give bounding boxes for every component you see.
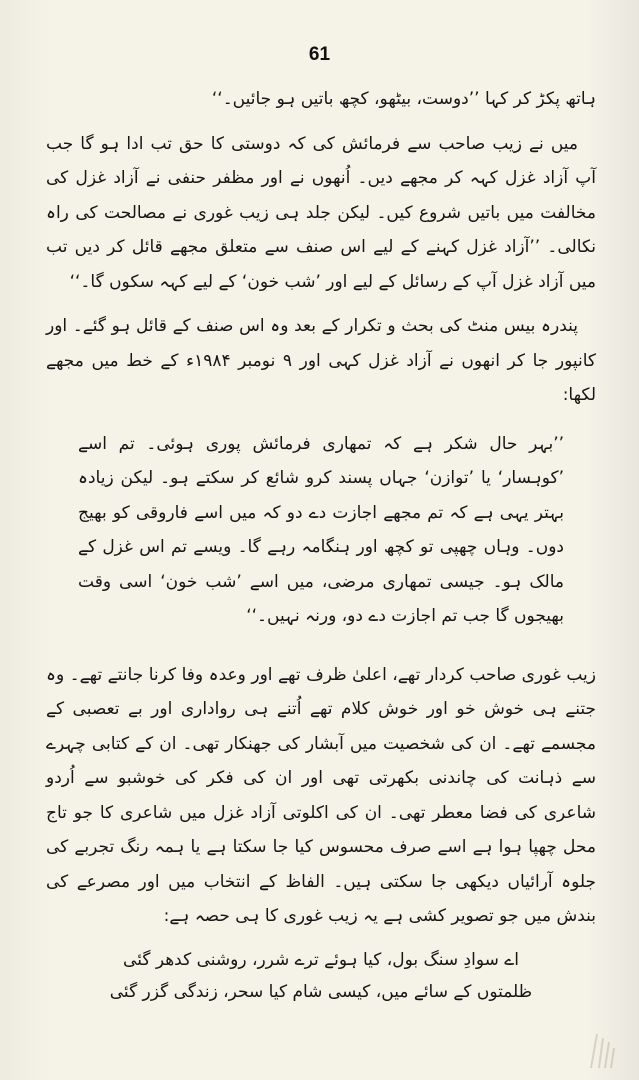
page-number: 61 (308, 44, 331, 65)
paragraph-3: زیب غوری صاحب کردار تھے، اعلیٰ ظرف تھے اور وعدہ وفا کرنا جانتے تھے۔ وہ جتنے ہی خوش خو اور خوش کلام تھے اُتنے ہی رواداری اور بے تعصبی کے مجسمے تھے۔ ان کی شخصیت میں آبشار کی جھنکار تھی۔ ان کے کتابی چہرے سے ذہانت کی چاندنی بکھرتی تھی اور ان کی فکر کی خوشبو سے اُردو شاعری کی فضا معطر تھی۔ ان کی اکلوتی آزاد غزل میں شاعری کا جو تاج محل چھپا ہوا ہے اسے صرف محسوس کیا جا سکتا ہے یا ہمہ رنگ تجربے کی جلوہ آرائیاں دیکھی جا سکتی ہیں۔ الفاظ کے انتخاب میں اور مصرعے کی بندش میں جو تصویر کشی ہے یہ زیب غوری کا ہی حصہ ہے: (46, 664, 596, 926)
paragraph-2: پندرہ بیس منٹ کی بحث و تکرار کے بعد وہ اس صنف کے قائل ہو گئے۔ اور کانپور جا کر انھوں نے آزاد غزل کہی اور ۹ نومبر ۱۹۸۴ء کے خط میں مجھے لکھا: (46, 316, 596, 405)
paragraph-1: میں نے زیب صاحب سے فرمائش کی کہ دوستی کا حق تب ادا ہو گا جب آپ آزاد غزل کہہ کر مجھے دیں۔ اُنھوں نے اور مظفر حنفی نے آزاد غزل کی مخالفت میں باتیں شروع کیں۔ لیکن جلد ہی زیب غوری نے مصالحت کی راہ نکالی۔ ’’آزاد غزل کہنے کے لیے اس صنف سے متعلق مجھے قائل کر دیں تب میں آزاد غزل آپ کے رسائل کے لیے اور ’شب خون‘ کے لیے کہہ سکوں گا۔‘‘ (46, 133, 596, 292)
opening-line: ہاتھ پکڑ کر کہا ’’دوست، بیٹھو، کچھ باتیں ہو جائیں۔‘‘ (211, 89, 596, 109)
page-corner-smudge-icon (587, 1028, 617, 1072)
verse-couplet (46, 944, 596, 1008)
verse-line-1: اے سوادِ سنگ بول، کیا ہوئے ترے شرر، روشنی کدھر گئی (123, 949, 519, 970)
letter-quote: ’’بہر حال شکر ہے کہ تمھاری فرمائش پوری ہوئی۔ تم اسے ’کوہسار‘ یا ’توازن‘ جہاں پسند کرو شائع کر سکتے ہو۔ لیکن زیادہ بہتر یہی ہے کہ تم مجھے اجازت دے دو کہ میں اسے فاروقی کو بھیج دوں۔ وہاں چھپی تو کچھ اور ہنگامہ رہے گا۔ ویسے تم اس غزل کے مالک ہو۔ جیسی تمھاری مرضی، میں اسے ’شب خون‘ اسی وقت بھیجوں گا جب تم اجازت دے دو، ورنہ نہیں۔‘‘ (78, 433, 564, 626)
page-text (46, 82, 596, 1008)
verse-line-2: ظلمتوں کے سائے میں، کیسی شام کیا سحر، زندگی گزر گئی (109, 981, 533, 1002)
